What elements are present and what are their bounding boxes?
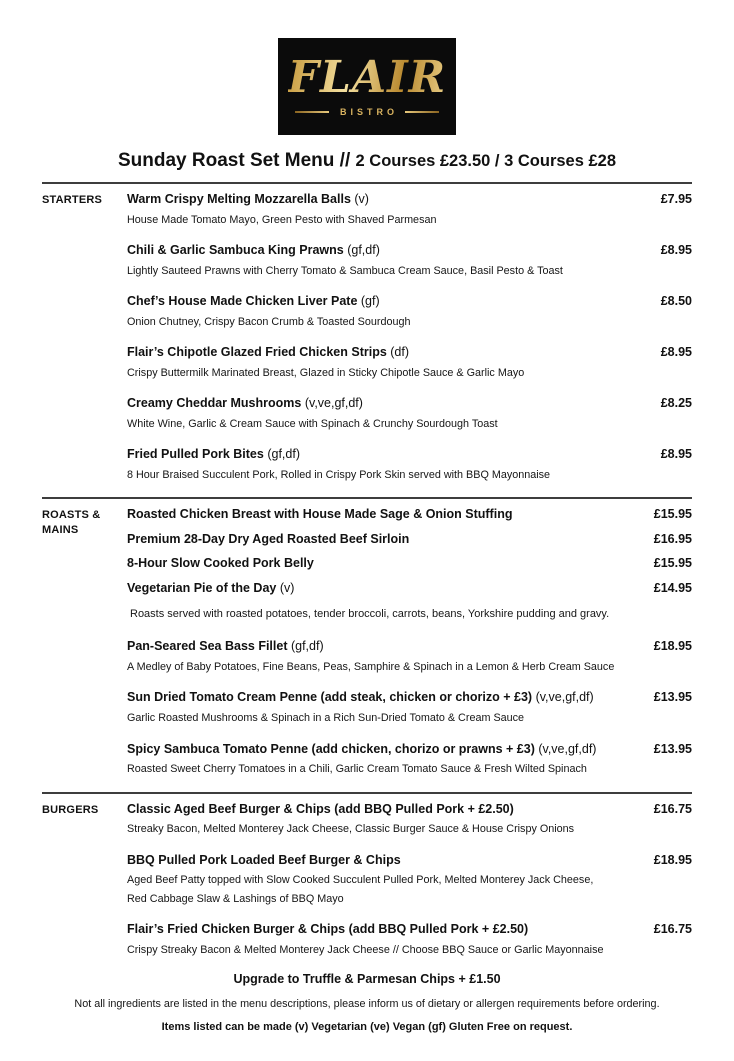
menu-section [42, 182, 692, 497]
dietary-tags: (v,ve,gf,df) [538, 741, 597, 756]
menu-item-price: £8.95 [660, 345, 692, 360]
logo-wordmark: FLAIR [287, 52, 447, 103]
section-label: STARTERS [42, 194, 103, 206]
menu-section [42, 497, 692, 791]
menu-item [127, 446, 692, 482]
menu-item-description: House Made Tomato Mayo, Green Pesto with Shaved Parmesan [127, 213, 437, 226]
menu-item-description: Garlic Roasted Mushrooms & Spinach in a Rich Sun-Dried Tomato & Cream Sauce [127, 711, 525, 724]
menu-item-description: A Medley of Baby Potatoes, Fine Beans, Peas, Samphire & Spinach in a Lemon & Herb Cream Sauce [127, 660, 615, 673]
menu-sections [42, 182, 692, 972]
menu-item-head [127, 801, 692, 819]
logo-subtitle-row [295, 107, 439, 117]
section-items [127, 801, 692, 973]
menu-item-price: £7.95 [660, 192, 692, 206]
menu-item [127, 689, 692, 725]
logo-subtitle: BISTRO [339, 107, 398, 117]
page-title-pricing: 2 Courses £23.50 / 3 Courses £28 [355, 152, 617, 170]
menu-item-description: Crispy Streaky Bacon & Melted Monterey Jack Cheese // Choose BBQ Sauce or Garlic Mayonnaise [127, 943, 604, 956]
menu-item-head [127, 446, 692, 464]
menu-item-title: Classic Aged Beef Burger & Chips (add BBQ Pulled Pork + £2.50) [127, 801, 514, 816]
menu-item-head [127, 638, 692, 656]
page-title-main: Sunday Roast Set Menu // [117, 150, 356, 171]
menu-item [127, 638, 692, 674]
menu-item-price: £8.50 [660, 294, 692, 309]
menu-item-head [127, 242, 692, 260]
menu-item-title: BBQ Pulled Pork Loaded Beef Burger & Chips [127, 852, 401, 867]
menu-item [127, 555, 692, 573]
menu-item [127, 242, 692, 278]
menu-item-head [127, 852, 692, 870]
menu-item-title: Creamy Cheddar Mushrooms (v,ve,gf,df) [127, 396, 363, 411]
menu-item-head [127, 531, 692, 549]
menu-item [127, 191, 692, 227]
menu-item-description: 8 Hour Braised Succulent Pork, Rolled in Crispy Pork Skin served with BBQ Mayonnaise [127, 468, 551, 481]
menu-item-price: £18.95 [653, 852, 692, 867]
menu-item-head [127, 689, 692, 707]
menu-item-title: 8-Hour Slow Cooked Pork Belly [127, 556, 314, 571]
menu-item-head [127, 191, 692, 209]
menu-item-title: Spicy Sambuca Tomato Penne (add chicken, chorizo or prawns + £3) (v,ve,gf,df) [127, 741, 597, 756]
menu-item [127, 531, 692, 549]
logo-rule-left [295, 111, 329, 113]
menu-item-head [127, 293, 692, 311]
menu-item-price: £15.95 [653, 507, 692, 522]
menu-item-title: Pan-Seared Sea Bass Fillet (gf,df) [127, 639, 324, 654]
menu-item-head [127, 344, 692, 362]
dietary-tags: (gf,df) [290, 639, 324, 654]
upgrade-note: Upgrade to Truffle & Parmesan Chips + £1.50 [233, 972, 501, 987]
roasts-served-note: Roasts served with roasted potatoes, tender broccoli, carrots, beans, Yorkshire pudding and gravy. [130, 608, 610, 621]
menu-item-description: Roasted Sweet Cherry Tomatoes in a Chili, Garlic Cream Tomato Sauce & Fresh Wilted Spinach [127, 763, 587, 775]
menu-item-head [127, 741, 692, 759]
dietary-tags: (df) [390, 345, 410, 360]
menu-item-price: £16.75 [653, 801, 692, 816]
menu-item-head [127, 395, 692, 413]
menu-item-price: £13.95 [653, 741, 692, 756]
menu-item-price: £13.95 [653, 690, 692, 705]
menu-item [127, 801, 692, 837]
menu-item [127, 506, 692, 524]
menu-item-head [127, 555, 692, 573]
menu-item [127, 344, 692, 380]
menu-item-head [127, 921, 692, 939]
menu-item-head [127, 580, 692, 598]
menu-page [0, 38, 734, 1033]
menu-item-description: Aged Beef Patty topped with Slow Cooked Succulent Pulled Pork, Melted Monterey Jack Cheese, [127, 874, 594, 887]
menu-item-title: Fried Pulled Pork Bites (gf,df) [127, 447, 300, 462]
dietary-key-note: Items listed can be made (v) Vegetarian (ve) Vegan (gf) Gluten Free on request. [161, 1021, 573, 1034]
menu-item-title: Premium 28-Day Dry Aged Roasted Beef Sirloin [127, 531, 410, 546]
menu-item [127, 921, 692, 957]
menu-item-description: White Wine, Garlic & Cream Sauce with Spinach & Crunchy Sourdough Toast [127, 417, 498, 430]
menu-section [42, 792, 692, 973]
dietary-tags: (gf) [360, 294, 380, 309]
section-items [127, 506, 692, 791]
menu-item-price: £8.95 [660, 243, 692, 258]
section-items [127, 191, 692, 497]
dietary-tags: (gf,df) [347, 243, 380, 258]
dietary-tags: (v,ve,gf,df) [535, 690, 594, 705]
menu-item-title: Chef’s House Made Chicken Liver Pate (gf) [127, 294, 380, 309]
page-title [42, 150, 692, 172]
menu-item-title: Flair’s Fried Chicken Burger & Chips (add BBQ Pulled Pork + £2.50) [127, 922, 529, 937]
menu-item-price: £14.95 [653, 580, 692, 595]
menu-item-head [127, 506, 692, 524]
menu-item-description: Crispy Buttermilk Marinated Breast, Glazed in Sticky Chipotle Sauce & Garlic Mayo [127, 366, 525, 379]
dietary-tags: (gf,df) [267, 447, 300, 462]
menu-item-price: £8.25 [660, 396, 692, 411]
menu-item-description: Lightly Sauteed Prawns with Cherry Tomato & Sambuca Cream Sauce, Basil Pesto & Toast [127, 264, 563, 277]
menu-item-title: Warm Crispy Melting Mozzarella Balls (v) [127, 192, 369, 206]
menu-item [127, 852, 692, 907]
section-label: ROASTS & MAINS [42, 509, 101, 537]
menu-item-description: Streaky Bacon, Melted Monterey Jack Cheese, Classic Burger Sauce & House Crispy Onions [127, 823, 575, 836]
menu-item [127, 395, 692, 431]
dietary-tags: (v) [354, 192, 369, 206]
menu-item-price: £16.75 [653, 922, 692, 937]
menu-item-description: Onion Chutney, Crispy Bacon Crumb & Toasted Sourdough [127, 315, 411, 328]
menu-item-title: Roasted Chicken Breast with House Made Sage & Onion Stuffing [127, 507, 513, 522]
menu-item-title: Flair’s Chipotle Glazed Fried Chicken Strips (df) [127, 345, 410, 360]
menu-item [127, 293, 692, 329]
dietary-tags: (v,ve,gf,df) [304, 396, 363, 411]
menu-item-description: Red Cabbage Slaw & Lashings of BBQ Mayo [127, 892, 344, 905]
menu-item [127, 580, 692, 598]
menu-item-price: £8.95 [660, 447, 692, 462]
allergen-note: Not all ingredients are listed in the menu descriptions, please inform us of dietary or allergen requirements before ordering. [74, 998, 660, 1011]
menu-item [127, 741, 692, 777]
menu-item-price: £15.95 [653, 556, 692, 571]
menu-item-title: Chili & Garlic Sambuca King Prawns (gf,df) [127, 243, 380, 258]
logo-rule-right [405, 111, 439, 113]
menu-item-price: £16.95 [653, 531, 692, 546]
menu-item-price: £18.95 [653, 639, 692, 654]
menu-item-title: Vegetarian Pie of the Day (v) [127, 580, 295, 595]
menu-item-title: Sun Dried Tomato Cream Penne (add steak, chicken or chorizo + £3) (v,ve,gf,df) [127, 690, 594, 705]
dietary-tags: (v) [279, 580, 295, 595]
flair-bistro-logo [278, 38, 456, 135]
section-label: BURGERS [42, 803, 99, 816]
